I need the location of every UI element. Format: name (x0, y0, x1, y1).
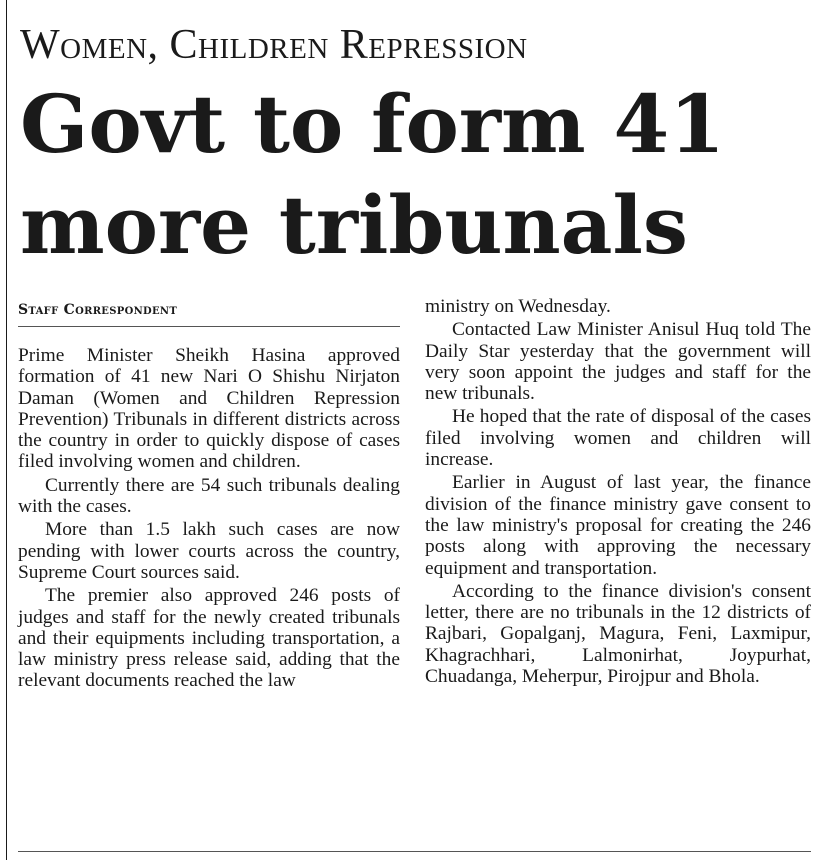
paragraph-continued: ministry on Wednesday. (425, 296, 611, 317)
paragraph: More than 1.5 lakh such cases are now pending with lower courts across the country, Supreme Court sources said. (18, 519, 400, 583)
headline-line-2: more tribunals (20, 178, 688, 272)
byline: Staff Correspondent (18, 300, 400, 327)
bottom-rule (18, 851, 811, 852)
article-headline (20, 74, 810, 276)
paragraph: Prime Minister Sheikh Hasina approved formation of 41 new Nari O Shishu Nirjaton Daman (Women and Children Repression Prevention) Tribunals in different districts across the country in order to quickly dispose of cases filed involving women and children. (18, 345, 400, 473)
paragraph: He hoped that the rate of disposal of the cases filed involving women and children will increase. (425, 406, 811, 471)
paragraph: The premier also approved 246 posts of judges and staff for the newly created tribunals and their equipments including transportation, a law ministry press release said, adding that the relevant documents reached the law (18, 585, 400, 692)
article-kicker: Women, Children Repression (20, 22, 528, 68)
paragraph: Currently there are 54 such tribunals dealing with the cases. (18, 474, 400, 518)
left-column-rule (6, 0, 7, 860)
paragraph: Earlier in August of last year, the finance division of the finance ministry gave consent to the law ministry's proposal for creating the 246 posts along with approving the necessary equipment and transportation. (425, 472, 811, 579)
article-column-right (425, 296, 811, 687)
paragraph: Contacted Law Minister Anisul Huq told The Daily Star yesterday that the government will very soon appoint the judges and staff for the new tribunals. (425, 319, 811, 405)
paragraph: According to the finance division's consent letter, there are no tribunals in the 12 districts of Rajbari, Gopalganj, Magura, Feni, Laxmipur, Khagrachhari, Lalmonirhat, Joypurhat, Chuadanga, Meherpur, Pirojpur and Bhola. (425, 580, 811, 688)
headline-line-1: Govt to form 41 (20, 77, 725, 171)
article-column-left (18, 296, 400, 692)
